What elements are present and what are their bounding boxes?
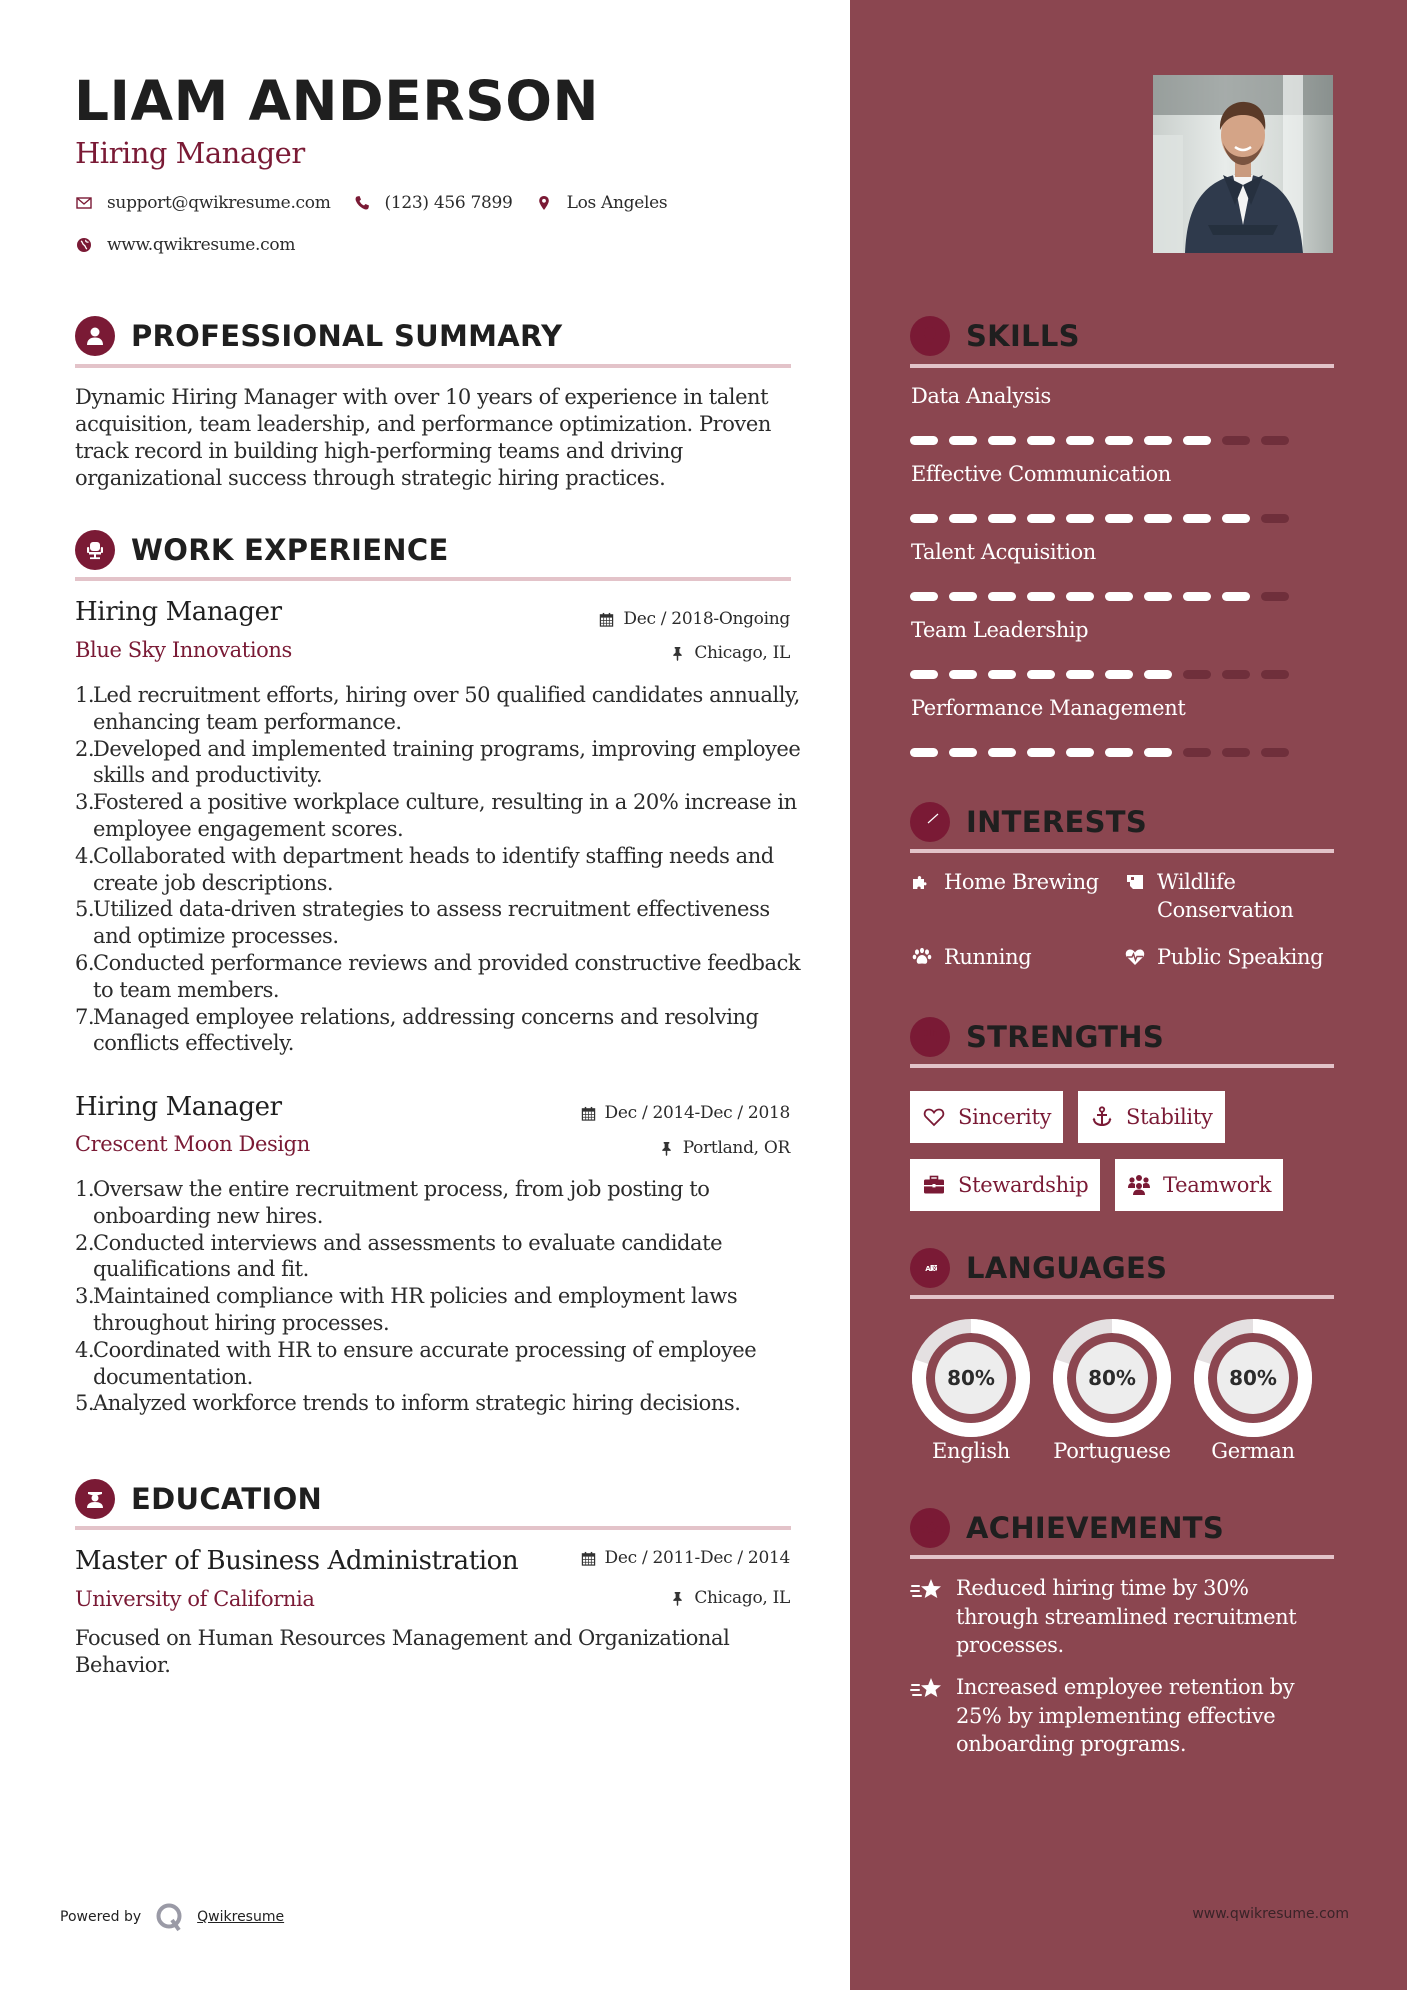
job-dates [599, 609, 790, 629]
skill-dash-empty [1261, 592, 1289, 601]
job-location [659, 1138, 790, 1158]
skill-dash-filled [988, 592, 1016, 601]
degree-title: Master of Business Administration [75, 1546, 519, 1576]
skill-dash-filled [1183, 436, 1211, 445]
map-marker-icon [535, 194, 553, 212]
language-item [1051, 1317, 1173, 1463]
interest-label: Wildlife Conservation [1157, 870, 1294, 922]
section-heading-summary [75, 316, 562, 356]
office-chair-icon [75, 530, 115, 570]
interest-item [910, 868, 1099, 896]
job-dates [581, 1103, 790, 1123]
svg-text:文: 文 [931, 1266, 938, 1273]
shooting-star-icon [910, 1675, 944, 1703]
anchor-icon [1090, 1105, 1114, 1129]
section-heading-languages [910, 1248, 1167, 1288]
school-name: University of California [75, 1587, 315, 1611]
list-item: 2. Developed and implemented training programs, improving employee skills and productivity. [75, 736, 801, 788]
skill-level-bar [910, 514, 1300, 523]
section-heading-education [75, 1479, 322, 1519]
language-progress-ring [1192, 1317, 1314, 1439]
skill-name: Talent Acquisition [911, 540, 1096, 564]
shooting-star-icon [910, 1576, 944, 1604]
skill-name: Team Leadership [911, 618, 1089, 642]
skill-dash-filled [988, 436, 1016, 445]
skill-dash-filled [1066, 436, 1094, 445]
achievement-text: Reduced hiring time by 30% through streamlined recruitment processes. [956, 1576, 1297, 1657]
strength-label: Teamwork [1163, 1173, 1272, 1197]
section-title: STRENGTHS [966, 1020, 1165, 1054]
list-item: 5. Utilized data-driven strategies to assess recruitment effectiveness and optimize processes. [75, 897, 770, 949]
skill-dash-filled [910, 514, 938, 523]
skill-dash-empty [1261, 670, 1289, 679]
section-divider [75, 577, 791, 581]
list-item: 4. Coordinated with HR to ensure accurate processing of employee documentation. [75, 1337, 757, 1389]
skill-dash-filled [949, 670, 977, 679]
envelope-icon [75, 194, 93, 212]
interest-label: Public Speaking [1157, 945, 1324, 969]
language-progress-ring [910, 1317, 1032, 1439]
skill-dash-filled [1144, 748, 1172, 757]
skill-dash-filled [1027, 748, 1055, 757]
skill-level-bar [910, 592, 1300, 601]
contact-row-secondary [75, 235, 317, 255]
skill-name: Performance Management [911, 696, 1186, 720]
skill-dash-empty [1183, 670, 1211, 679]
puzzle-piece-icon [910, 870, 934, 894]
skill-dash-filled [1222, 592, 1250, 601]
skill-dash-empty [1261, 748, 1289, 757]
section-divider [910, 1064, 1334, 1068]
job-company: Blue Sky Innovations [75, 638, 292, 662]
language-percent: 80% [1088, 1366, 1136, 1390]
language-item [1192, 1317, 1314, 1463]
skill-dash-filled [1066, 592, 1094, 601]
skill-dash-filled [910, 748, 938, 757]
lightbulb-icon [910, 316, 950, 356]
users-icon [1127, 1173, 1151, 1197]
section-title: WORK EXPERIENCE [131, 533, 449, 567]
section-title: ACHIEVEMENTS [966, 1511, 1225, 1545]
svg-text:A: A [925, 1265, 931, 1273]
language-item [910, 1317, 1032, 1463]
skill-dash-filled [949, 592, 977, 601]
candidate-name: LIAM ANDERSON [74, 69, 600, 133]
paw-icon [910, 945, 934, 969]
map-icon [1123, 870, 1147, 894]
education-location [670, 1588, 790, 1608]
skill-dash-filled [1183, 514, 1211, 523]
achievement-text: Increased employee retention by 25% by implementing effective onboarding programs. [956, 1675, 1295, 1756]
skill-dash-filled [1105, 436, 1133, 445]
skill-dash-filled [910, 592, 938, 601]
section-divider [75, 364, 791, 368]
skill-dash-filled [1066, 514, 1094, 523]
list-item: 1. Oversaw the entire recruitment process, from job posting to onboarding new hires. [75, 1177, 710, 1228]
skill-name: Effective Communication [911, 462, 1171, 486]
summary-text: Dynamic Hiring Manager with over 10 years of experience in talent acquisition, team leadership, and performance optimization. Proven track record in building high-performing teams and driving organizational success through strategic hiring practices. [75, 385, 771, 490]
job-title: Hiring Manager [75, 1092, 282, 1122]
skill-level-bar [910, 670, 1300, 679]
list-item: 6. Conducted performance reviews and provided constructive feedback to team members. [75, 950, 801, 1002]
contact-location [535, 193, 668, 213]
job-responsibilities [75, 682, 805, 1057]
heartbeat-icon [1123, 945, 1147, 969]
strength-chip [910, 1159, 1100, 1211]
skill-dash-filled [1105, 670, 1133, 679]
list-item: 2. Conducted interviews and assessments to evaluate candidate qualifications and fit. [75, 1230, 723, 1282]
section-heading-experience [75, 530, 449, 570]
skill-dash-filled [1027, 592, 1055, 601]
briefcase-icon [922, 1173, 946, 1197]
skill-dash-filled [1066, 748, 1094, 757]
graduate-icon [75, 1479, 115, 1519]
education-location-text: Chicago, IL [694, 1588, 790, 1608]
strength-chip [1078, 1091, 1225, 1143]
section-divider [910, 364, 1334, 368]
list-item: 3. Fostered a positive workplace culture, resulting in a 20% increase in employee engagement scores. [75, 790, 797, 841]
skill-dash-empty [1261, 514, 1289, 523]
profile-photo [1153, 75, 1333, 253]
job-location-text: Chicago, IL [694, 643, 790, 663]
skill-dash-filled [1027, 514, 1055, 523]
pushpin-icon [670, 1591, 685, 1606]
skill-dash-filled [910, 436, 938, 445]
skill-dash-filled [1144, 592, 1172, 601]
job-responsibilities [75, 1176, 805, 1417]
list-item: 7. Managed employee relations, addressing concerns and resolving conflicts effectively. [75, 1004, 759, 1056]
section-title: EDUCATION [131, 1482, 323, 1516]
location-text: Los Angeles [566, 193, 668, 213]
skill-name: Data Analysis [911, 384, 1051, 408]
job-dates-text: Dec / 2018-Ongoing [623, 609, 790, 629]
education-dates-text: Dec / 2011-Dec / 2014 [604, 1548, 790, 1568]
language-icon [910, 1248, 950, 1288]
language-percent: 80% [1229, 1366, 1277, 1390]
skill-level-bar [910, 748, 1300, 757]
section-title: PROFESSIONAL SUMMARY [131, 319, 563, 353]
language-name: Portuguese [1053, 1439, 1171, 1463]
strength-chip [910, 1091, 1063, 1143]
language-name: English [932, 1439, 1010, 1463]
section-heading-interests [910, 802, 1147, 842]
language-percent: 80% [947, 1366, 995, 1390]
skill-dash-filled [1027, 436, 1055, 445]
language-name: German [1211, 1439, 1295, 1463]
skill-dash-filled [1144, 436, 1172, 445]
strength-label: Stability [1126, 1105, 1213, 1129]
language-progress-ring [1051, 1317, 1173, 1439]
section-divider [910, 849, 1334, 853]
section-heading-achievements [910, 1508, 1224, 1548]
contact-website[interactable] [75, 235, 295, 255]
interest-item [1123, 943, 1323, 971]
interest-label: Running [944, 945, 1032, 969]
interest-item [1123, 868, 1313, 924]
section-title: SKILLS [966, 319, 1080, 353]
section-title: LANGUAGES [966, 1251, 1168, 1285]
skill-dash-filled [1105, 514, 1133, 523]
skill-dash-filled [988, 514, 1016, 523]
calendar-icon [581, 1551, 596, 1566]
interest-label: Home Brewing [944, 870, 1099, 894]
skill-dash-empty [1222, 748, 1250, 757]
list-item: 3. Maintained compliance with HR policies and employment laws throughout hiring processes. [75, 1284, 738, 1335]
phone-text: (123) 456 7899 [384, 193, 513, 213]
strength-chip [1115, 1159, 1283, 1211]
calendar-icon [599, 612, 614, 627]
shooting-star-icon [910, 1508, 950, 1548]
footer-website-link[interactable]: www.qwikresume.com [1192, 1906, 1349, 1922]
pushpin-icon [670, 646, 685, 661]
phone-icon [353, 194, 371, 212]
fist-icon [910, 1017, 950, 1057]
education-description: Focused on Human Resources Management and Organizational Behavior. [75, 1626, 730, 1677]
skill-dash-filled [988, 748, 1016, 757]
job-location-text: Portland, OR [682, 1138, 790, 1158]
skill-dash-filled [1066, 670, 1094, 679]
skill-dash-filled [949, 748, 977, 757]
skill-dash-empty [1222, 436, 1250, 445]
skill-dash-filled [1144, 514, 1172, 523]
job-dates-text: Dec / 2014-Dec / 2018 [604, 1103, 790, 1123]
achievement-item [910, 1574, 1310, 1660]
website-text: www.qwikresume.com [107, 235, 296, 255]
globe-icon [75, 236, 93, 254]
section-divider [910, 1295, 1334, 1299]
achievement-item [910, 1673, 1310, 1759]
candidate-role: Hiring Manager [75, 136, 305, 170]
skill-dash-filled [1144, 670, 1172, 679]
skill-level-bar [910, 436, 1300, 445]
powered-by-label: Powered by [60, 1909, 142, 1925]
list-item: 5. Analyzed workforce trends to inform strategic hiring decisions. [75, 1391, 741, 1416]
qwikresume-logo-icon [155, 1902, 185, 1932]
calendar-icon [581, 1106, 596, 1121]
section-divider [910, 1555, 1334, 1559]
contact-row-primary [75, 193, 689, 213]
qwikresume-link[interactable]: Qwikresume [197, 1909, 285, 1925]
contact-email[interactable] [75, 193, 331, 213]
skill-dash-empty [1222, 670, 1250, 679]
skill-dash-filled [988, 670, 1016, 679]
list-item: 4. Collaborated with department heads to identify staffing needs and create job descriptions. [75, 843, 774, 895]
section-heading-strengths [910, 1017, 1164, 1057]
section-heading-skills [910, 316, 1080, 356]
skill-dash-filled [949, 436, 977, 445]
skill-dash-empty [1261, 436, 1289, 445]
contact-phone[interactable] [353, 193, 513, 213]
section-title: INTERESTS [966, 805, 1148, 839]
skill-dash-filled [1222, 514, 1250, 523]
user-icon [75, 316, 115, 356]
paper-plane-icon [910, 802, 950, 842]
strength-label: Sincerity [958, 1105, 1052, 1129]
interest-item [910, 943, 1031, 971]
powered-by [60, 1902, 284, 1932]
section-divider [75, 1526, 791, 1530]
skill-dash-filled [1105, 748, 1133, 757]
pushpin-icon [659, 1141, 674, 1156]
job-location [670, 643, 790, 663]
skill-dash-filled [1183, 592, 1211, 601]
email-text: support@qwikresume.com [107, 193, 331, 213]
heart-outline-icon [922, 1105, 946, 1129]
skill-dash-filled [949, 514, 977, 523]
job-company: Crescent Moon Design [75, 1132, 310, 1156]
skill-dash-filled [1027, 670, 1055, 679]
job-title: Hiring Manager [75, 597, 282, 627]
strength-label: Stewardship [958, 1173, 1089, 1197]
skill-dash-empty [1183, 748, 1211, 757]
list-item: 1. Led recruitment efforts, hiring over 50 qualified candidates annually, enhancing team performance. [75, 683, 800, 734]
skill-dash-filled [910, 670, 938, 679]
education-dates [581, 1548, 790, 1568]
skill-dash-filled [1105, 592, 1133, 601]
